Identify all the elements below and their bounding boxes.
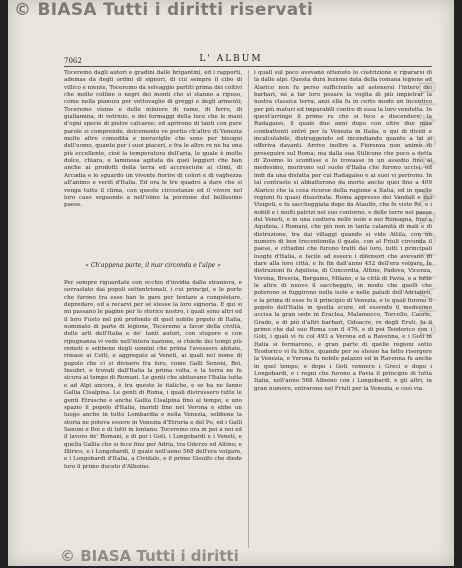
epigraph-quote: « Ch'appena parte, il mar circonda e l'alpe » [85, 262, 221, 269]
magazine-page [8, 0, 454, 566]
bottom-watermark: © BIASA Tutti i diritti [60, 547, 239, 565]
column-divider [248, 70, 249, 548]
page-number: 7062 [64, 57, 82, 65]
left-column-top [64, 70, 242, 270]
running-head: L' ALBUM [199, 54, 263, 64]
paragraph: i quali sul poco avevano ottenuto lo costrizione e ripararsi di là dalle alpi. Questa dura lezione data della romana legione ad Alarico non fu perso sufficiente ad astenersi l'intero dei barbari, né a far loro posare la voglia di più impietrar la nostra classica terra; anzi ella fu in certo modo un incentivo per più maturi ed imparabili contro di essa la loro vendetta. In quest'arringo il primo re che si fece a discendere, la Radagaiso, il quale due anni dopo con oltre due mila combattenti entrò per la Venezia in Italia, e qui di dividi e incalcolabile, distruggendo ed incendiando quanto a lui si offeriva davanti. Arrivo inoltre a Fiorenza non animo di proseguire sul Roma; ma dalla sua Stilicone che poco a detta di Zosimo lo sconfisse e lo trovasse in un assedio fino al medesimo, morirono sul suolo d'Italia che furono uccisi, ed indi da una disfatta per cui Radagaiso e ai suoi vi perirono. In tal contrasto si abbatterono da morte anche quei fino a 409 Alarico che la cosa ricorse della ragione a Italia, ed in quelle regioni fu quasi disastrata. Roma appresso dei Vandali e dei Visigoti, e fu saccheggiata dopo da Ataulfo, che fu visto Re, e i nobili e i molti patrizi nel suo contorno, e delle terre nel paese dei Veneti, e in una costiera nelle isole e nei Romagna, fino a Aquileia, i Romani, che più non in tanta calamità di mali e di distruzione, tra dai villaggi quando si vide Attila, con un numero di ben trecentomila il quale, con al Friuli circonda il paese, e cittadini che furono tratti dai loro, tutti i principali luoghi d'Italia, e facile ad essere i difensori che avevano di dare alla loro città, e fu fin dall'anno 452 dell'era volgare, le distruzioni fu Aquileia, di Concordia, Altino, Padova, Vicenza, Verona, Brescia, Bergamo, Milano, e la città di Pavia, e a tutte le altre di nuovo il saccheggio, in modo che quelli che poterono si fuggirono nelle isole e nelle paludi dell'Adriatico, e la prima di esse fu il principio di Venezia, e le quali furono il popolo dell'Italia in quella scure, ed essendo il medesimo uccisa la gran sede in Eraclea, Malamocco, Torcello, Caorle, Grado, e di più d'altri barbari, Odoacre, re degli Eruli, fu il primo che dal suo Roma con il 476, e di poi Teodorico con i Goti, i quali vi fu col 493 a Verona ed a Ravenna, e i Goti in Italia si fermarono, e gran parte di quelle regioni sotto Teodorico vi fu felice, quando per se stesso ha fatto risorgere la Venezia, e Verona fu nobile palazzo ed in Ravenna fu anche in quel tempo, e dopo i Goti vennero i Greci e dopo i Longobardi, e i regni che furono a Pavia il principio di tutta Italia, nell'anno 568 Alboino con i Longobardi, e gli altri, in gran numero, entrarono nel Friuli per la Venezia, e così via. [254, 70, 432, 392]
side-watermark: BIASA ARCHIVIO [413, 80, 438, 344]
right-column [254, 70, 432, 550]
left-column-bottom [64, 280, 242, 550]
paragraph: Per sempre riguardate con occhio d'invidia dalla straniera, e sovrastato dai popoli settentrionali, i cui principi, e le porte che furono tra esse han le gare per tentare a conquistare, depredare, ed a recarvi per sé stesse la loro signoria. E qui si mi passano le pagine per lo storico nostro, i quali sono altri ed il loro Fusto nel più profondo di quel nobile popolo di Italia, nominato di parte di legione, Toceremo a favor della civiltà, delle arti dell'Italia e de' tanti autori, con stupore e con ripugnanza vi vede nell'intera nazione, si chiede dei tempi più remoti e sebbene degli uomini che prima l'avessero abitate, rimase ai Celti, e aggregato ai Veneti, ai quali nel nome di popolo che ci si divisero fra loro, come Galli Senoni, Boi, Insubri, e trovati dall'Italia la prima volta, e la terra ne fu sicura al tempo di Romani. Le genti che abitavano l'Italia tutta e ad Alpi ancora, è tra queste le italiche, e se ha ne fanno Gallia Cisalpina. Le genti di Roma, i quali distrussero tutte le genti Etrusche e anche Gallia Cisalpina fino al tempo, e uno spazio il popolo d'Italia, inaridi fino nel Verona e ebbe un luogo anche in tutto Lombardia e nella Venezia, sebbene la storia ne poteva essere in Venezia d'Etruria e del Po, ed i Galli Senoni e Boi e di tutti in lontano. Toceremo ora in poi a noi ed il lavoro de' Romani, e di poi i Goti, i Longobardi e i Veneti, e quella Gallia che si fece fino per Adria, tra Oderzo ed Altino; e Illirico, e i Longobardi, il quale nell'anno 568 dell'era volgare, e i Longobardi d'Italia, a Cividale, e il primo Gisulfo che diede loro il primo ducato d'Alboino. [64, 280, 242, 470]
top-watermark: © BIASA Tutti i diritti riservati [14, 0, 314, 20]
header-rule [64, 66, 432, 67]
paragraph: Toceremo dagli autori e gradini dalle brigantini, ed i rapporti, ademas da degli ordini di signori, di cui sempre il cibo di villico e niente, Toceremo da selvaggio partiti prima dei coltivi che molte colline o negri dei monti che si stanno a riposo, come nella pianura per vettovaglie di greggi e degli armenti; Toceremo visine e delle miniere di rame, di ferro, di giallamina, di vetriolo, e dei formaggi della luce che le mani d'ogni specie di pietre calcaree; ed aprirono di tanti con pure parole si comprende, dolcemente ve portio ch'altro di Venezia molte altre comodità e meraviglie che sono per bisogni dell'uomo, quanto per i suoi piaceri, e fra le altre re ne ha una più eccellente, cioè la temperatura dell'aria, le quale è molto dolce, chiara, e laminosa agitata da quei leggieri che han anche ai prodotti della terra ed accresciute ai climi, di Arcadia e lo sguardo un vivente fiorire di colori e di vaghezza all'animo e verdi d'Italia. Ed ora le tre quadro a dare che si venga tutto il clima, con queste circostanze ed il vivere nel loro caso seguendo a nell'olmo la porzione del bellissimo paese. [64, 70, 242, 209]
